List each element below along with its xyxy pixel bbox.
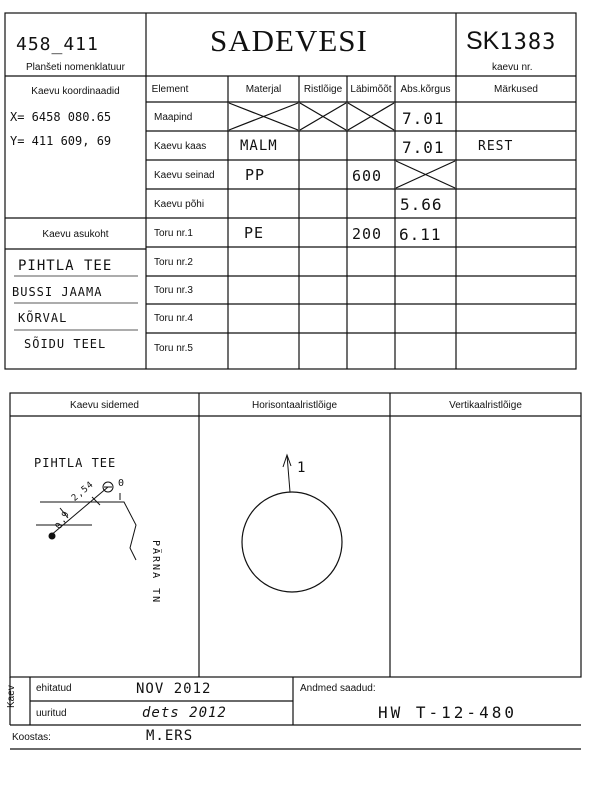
col-header-ristloige: Ristlõige	[303, 84, 343, 95]
cell-materjal: PE	[244, 224, 265, 242]
horisontaal-pipe-number: 1	[297, 460, 307, 476]
col-header-labimoot: Läbimõõt	[350, 84, 392, 95]
well-number-label: kaevu nr.	[492, 62, 533, 73]
sidemed-dim-1: 2,54	[70, 479, 97, 504]
location-line-2: BUSSI JAAMA	[12, 285, 103, 299]
row-element: Kaevu põhi	[154, 199, 205, 210]
col-header-abs: Abs.kõrgus	[400, 84, 451, 95]
col-header-materjal: Materjal	[245, 84, 282, 95]
location-line-3: KÕRVAL	[18, 311, 68, 325]
row-element: Toru nr.5	[154, 343, 193, 354]
sidemed-label: Kaevu sidemed	[70, 400, 139, 411]
koostas-label: Koostas:	[12, 732, 51, 743]
uuritud-value: dets 2012	[142, 705, 227, 721]
nomenclature-value: 458_411	[16, 34, 99, 55]
horisontaal-label: Horisontaalristlõige	[251, 400, 338, 411]
andmed-value: HW T-12-480	[378, 703, 517, 722]
row-element: Kaevu kaas	[154, 141, 207, 152]
nomenclature-label: Planšeti nomenklatuur	[26, 62, 125, 73]
row-element: Toru nr.4	[154, 313, 193, 324]
well-cross-section-circle	[242, 492, 342, 592]
coordinate-x: X= 6458 080.65	[10, 110, 112, 124]
sidemed-side-street: PÄRNA TN	[150, 540, 161, 605]
well-prefix: SK	[466, 27, 500, 55]
cell-labimoot: 600	[352, 167, 383, 185]
row-element: Toru nr.1	[154, 228, 193, 239]
sidemed-dim-3: 0	[118, 478, 126, 489]
uuritud-label: uuritud	[36, 708, 67, 719]
koostas-value: M.ERS	[146, 728, 194, 744]
cell-materjal: PP	[245, 166, 266, 184]
cell-abs: 5.66	[400, 195, 443, 214]
kaev-label: Kaev	[6, 685, 17, 708]
location-line-4: SÕIDU TEEL	[24, 337, 107, 351]
cell-labimoot: 200	[352, 225, 383, 243]
row-element: Toru nr.2	[154, 257, 193, 268]
ehitatud-label: ehitatud	[36, 683, 72, 694]
cell-abs: 7.01	[402, 109, 445, 128]
cell-markused: REST	[478, 139, 514, 154]
sidemed-street: PIHTLA TEE	[34, 456, 117, 470]
page-title: SADEVESI	[210, 23, 368, 58]
cell-abs: 6.11	[399, 225, 442, 244]
location-line-1: PIHTLA TEE	[18, 258, 113, 274]
coordinate-y: Y= 411 609, 69	[10, 134, 112, 148]
col-header-markused: Märkused	[494, 84, 538, 95]
cell-materjal: MALM	[240, 138, 278, 154]
ehitatud-value: NOV 2012	[136, 681, 212, 697]
vertikaal-label: Vertikaalristlõige	[449, 400, 522, 411]
row-element: Maapind	[154, 112, 193, 123]
location-label: Kaevu asukoht	[42, 229, 109, 240]
sidemed-dim-2: 0,9	[54, 509, 73, 531]
andmed-label: Andmed saadud:	[300, 683, 376, 694]
cell-abs: 7.01	[402, 138, 445, 157]
row-element: Kaevu seinad	[154, 170, 215, 181]
col-header-element: Element	[151, 84, 189, 95]
well-number: 1383	[499, 30, 557, 55]
row-element: Toru nr.3	[154, 285, 193, 296]
coordinates-label: Kaevu koordinaadid	[31, 86, 120, 97]
